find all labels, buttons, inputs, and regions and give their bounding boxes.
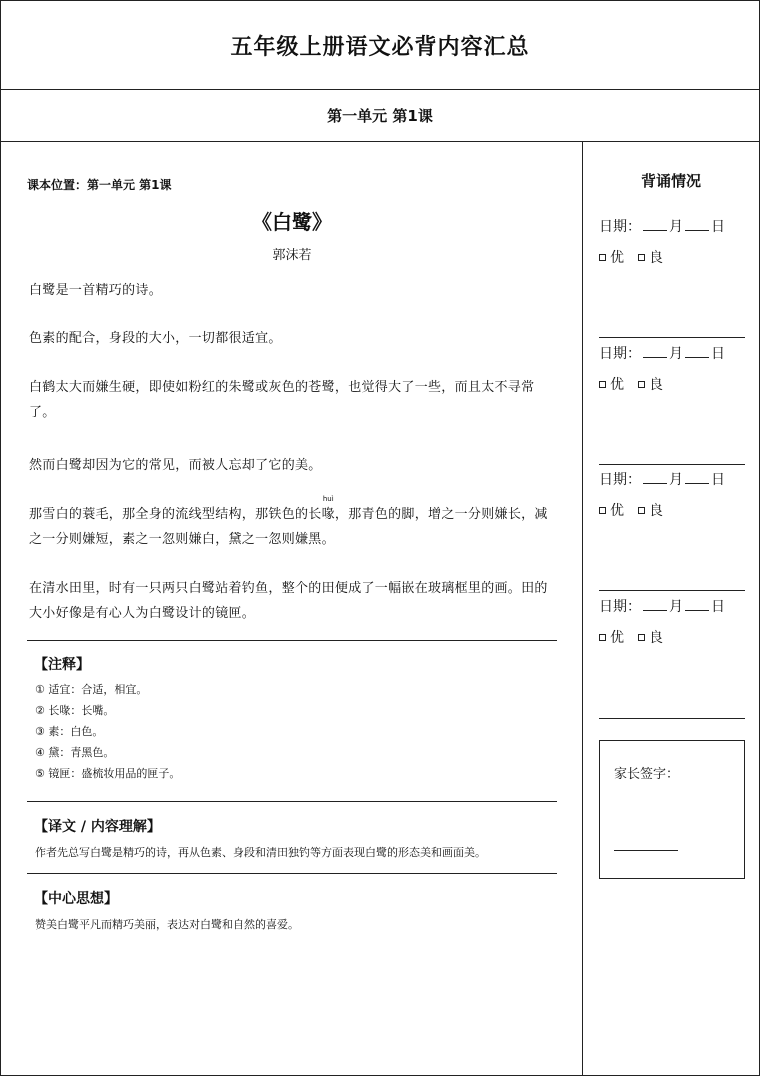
paragraph-6: 在清水田里，时有一只两只白鹭站着钓鱼，整个的田便成了一幅嵌在玻璃框里的画。田的大小好像是有心人为白鹭设计的镜匣。	[29, 581, 548, 621]
note-item: ③ 素：白色。	[35, 725, 104, 738]
record-divider	[599, 464, 745, 465]
recitation-title: 背诵情况	[640, 172, 701, 190]
grade-good-option[interactable]	[638, 627, 663, 647]
day-label: 日	[711, 599, 725, 615]
recitation-record	[599, 343, 745, 394]
paragraph-3: 白鹤太大而嫌生硬，即使如粉红的朱鹭或灰色的苍鹭，也觉得大了一些，而且太不寻常了。	[29, 380, 535, 420]
pinyin-annotation: huì	[322, 495, 334, 503]
paragraph-5	[29, 495, 553, 552]
date-label: 日期：	[599, 599, 641, 615]
paragraph-2: 色素的配合，身段的大小，一切都很适宜。	[29, 331, 282, 346]
poem-title: 《白鹭》	[252, 210, 332, 234]
ruby-char: 喙	[321, 507, 335, 522]
section-divider	[27, 873, 557, 874]
grade-good-option[interactable]	[638, 374, 663, 394]
notes-title: 【注释】	[34, 657, 90, 673]
grade-good-label: 良	[649, 630, 663, 646]
note-item: ① 适宜：合适，相宜。	[35, 683, 148, 696]
translation-body: 作者先总写白鹭是精巧的诗，再从色素、身段和清田独钓等方面表现白鹭的形态美和画面美。	[35, 846, 486, 859]
section-divider	[27, 640, 557, 641]
grade-excellent-option[interactable]	[599, 627, 624, 647]
month-field[interactable]	[643, 470, 667, 484]
paragraph-1: 白鹭是一首精巧的诗。	[29, 283, 163, 298]
main-column	[1, 142, 583, 1075]
grade-excellent-option[interactable]	[599, 247, 624, 267]
day-field[interactable]	[685, 597, 709, 611]
grade-excellent-label: 优	[610, 630, 624, 646]
date-line	[599, 596, 745, 616]
grade-good-label: 良	[649, 250, 663, 266]
paragraph-4: 然而白鹭却因为它的常见，而被人忘却了它的美。	[29, 458, 322, 473]
day-field[interactable]	[685, 217, 709, 231]
checkbox-icon[interactable]	[638, 381, 645, 388]
checkbox-icon[interactable]	[599, 254, 606, 261]
month-field[interactable]	[643, 344, 667, 358]
page-title: 五年级上册语文必背内容汇总	[1, 1, 759, 90]
date-label: 日期：	[599, 472, 641, 488]
grade-options	[599, 374, 745, 394]
content-area	[1, 142, 759, 1075]
date-label: 日期：	[599, 219, 641, 235]
grade-excellent-option[interactable]	[599, 500, 624, 520]
grade-options	[599, 247, 745, 267]
translation-title: 【译文 / 内容理解】	[34, 819, 161, 835]
section-divider	[27, 801, 557, 802]
grade-options	[599, 500, 745, 520]
grade-excellent-label: 优	[610, 377, 624, 393]
day-label: 日	[711, 219, 725, 235]
checkbox-icon[interactable]	[638, 634, 645, 641]
grade-good-label: 良	[649, 503, 663, 519]
textbook-location: 课本位置：第一单元 第1课	[27, 178, 172, 192]
date-line	[599, 216, 745, 236]
theme-body: 赞美白鹭平凡而精巧美丽，表达对白鹭和自然的喜爱。	[35, 918, 299, 931]
checkbox-icon[interactable]	[599, 381, 606, 388]
recitation-sidebar	[583, 142, 759, 1075]
record-divider	[599, 718, 745, 719]
recitation-record	[599, 469, 745, 520]
date-label: 日期：	[599, 346, 641, 362]
note-item: ④ 黛：青黑色。	[35, 746, 115, 759]
lesson-subtitle: 第一单元 第1课	[1, 90, 759, 142]
signature-line[interactable]	[614, 850, 678, 851]
paragraph-5-end: ，那青色的脚，增之一分则嫌长，减之一分则嫌短，素之一忽则嫌白，黛之一忽则嫌黑。	[29, 507, 548, 547]
month-label: 月	[669, 599, 683, 615]
checkbox-icon[interactable]	[638, 507, 645, 514]
grade-excellent-label: 优	[610, 250, 624, 266]
parent-signature-box[interactable]	[599, 740, 745, 879]
paragraph-5-start: 那雪白的蓑毛，那全身的流线型结构，那铁色的长	[29, 507, 322, 522]
poem-author: 郭沫若	[272, 248, 312, 263]
day-label: 日	[711, 472, 725, 488]
record-divider	[599, 337, 745, 338]
ruby-annotated-char	[321, 495, 335, 522]
recitation-record	[599, 216, 745, 267]
grade-excellent-label: 优	[610, 503, 624, 519]
day-field[interactable]	[685, 470, 709, 484]
note-item: ② 长喙：长嘴。	[35, 704, 115, 717]
grade-good-label: 良	[649, 377, 663, 393]
checkbox-icon[interactable]	[638, 254, 645, 261]
month-label: 月	[669, 472, 683, 488]
checkbox-icon[interactable]	[599, 634, 606, 641]
month-label: 月	[669, 346, 683, 362]
recitation-record	[599, 596, 745, 647]
grade-good-option[interactable]	[638, 500, 663, 520]
grade-good-option[interactable]	[638, 247, 663, 267]
day-field[interactable]	[685, 344, 709, 358]
month-field[interactable]	[643, 597, 667, 611]
record-divider	[599, 590, 745, 591]
month-field[interactable]	[643, 217, 667, 231]
theme-title: 【中心思想】	[34, 891, 118, 907]
date-line	[599, 343, 745, 363]
month-label: 月	[669, 219, 683, 235]
grade-excellent-option[interactable]	[599, 374, 624, 394]
checkbox-icon[interactable]	[599, 507, 606, 514]
parent-signature-label: 家长签字：	[614, 767, 680, 782]
note-item: ⑤ 镜匣：盛梳妆用品的匣子。	[35, 767, 181, 780]
day-label: 日	[711, 346, 725, 362]
grade-options	[599, 627, 745, 647]
date-line	[599, 469, 745, 489]
